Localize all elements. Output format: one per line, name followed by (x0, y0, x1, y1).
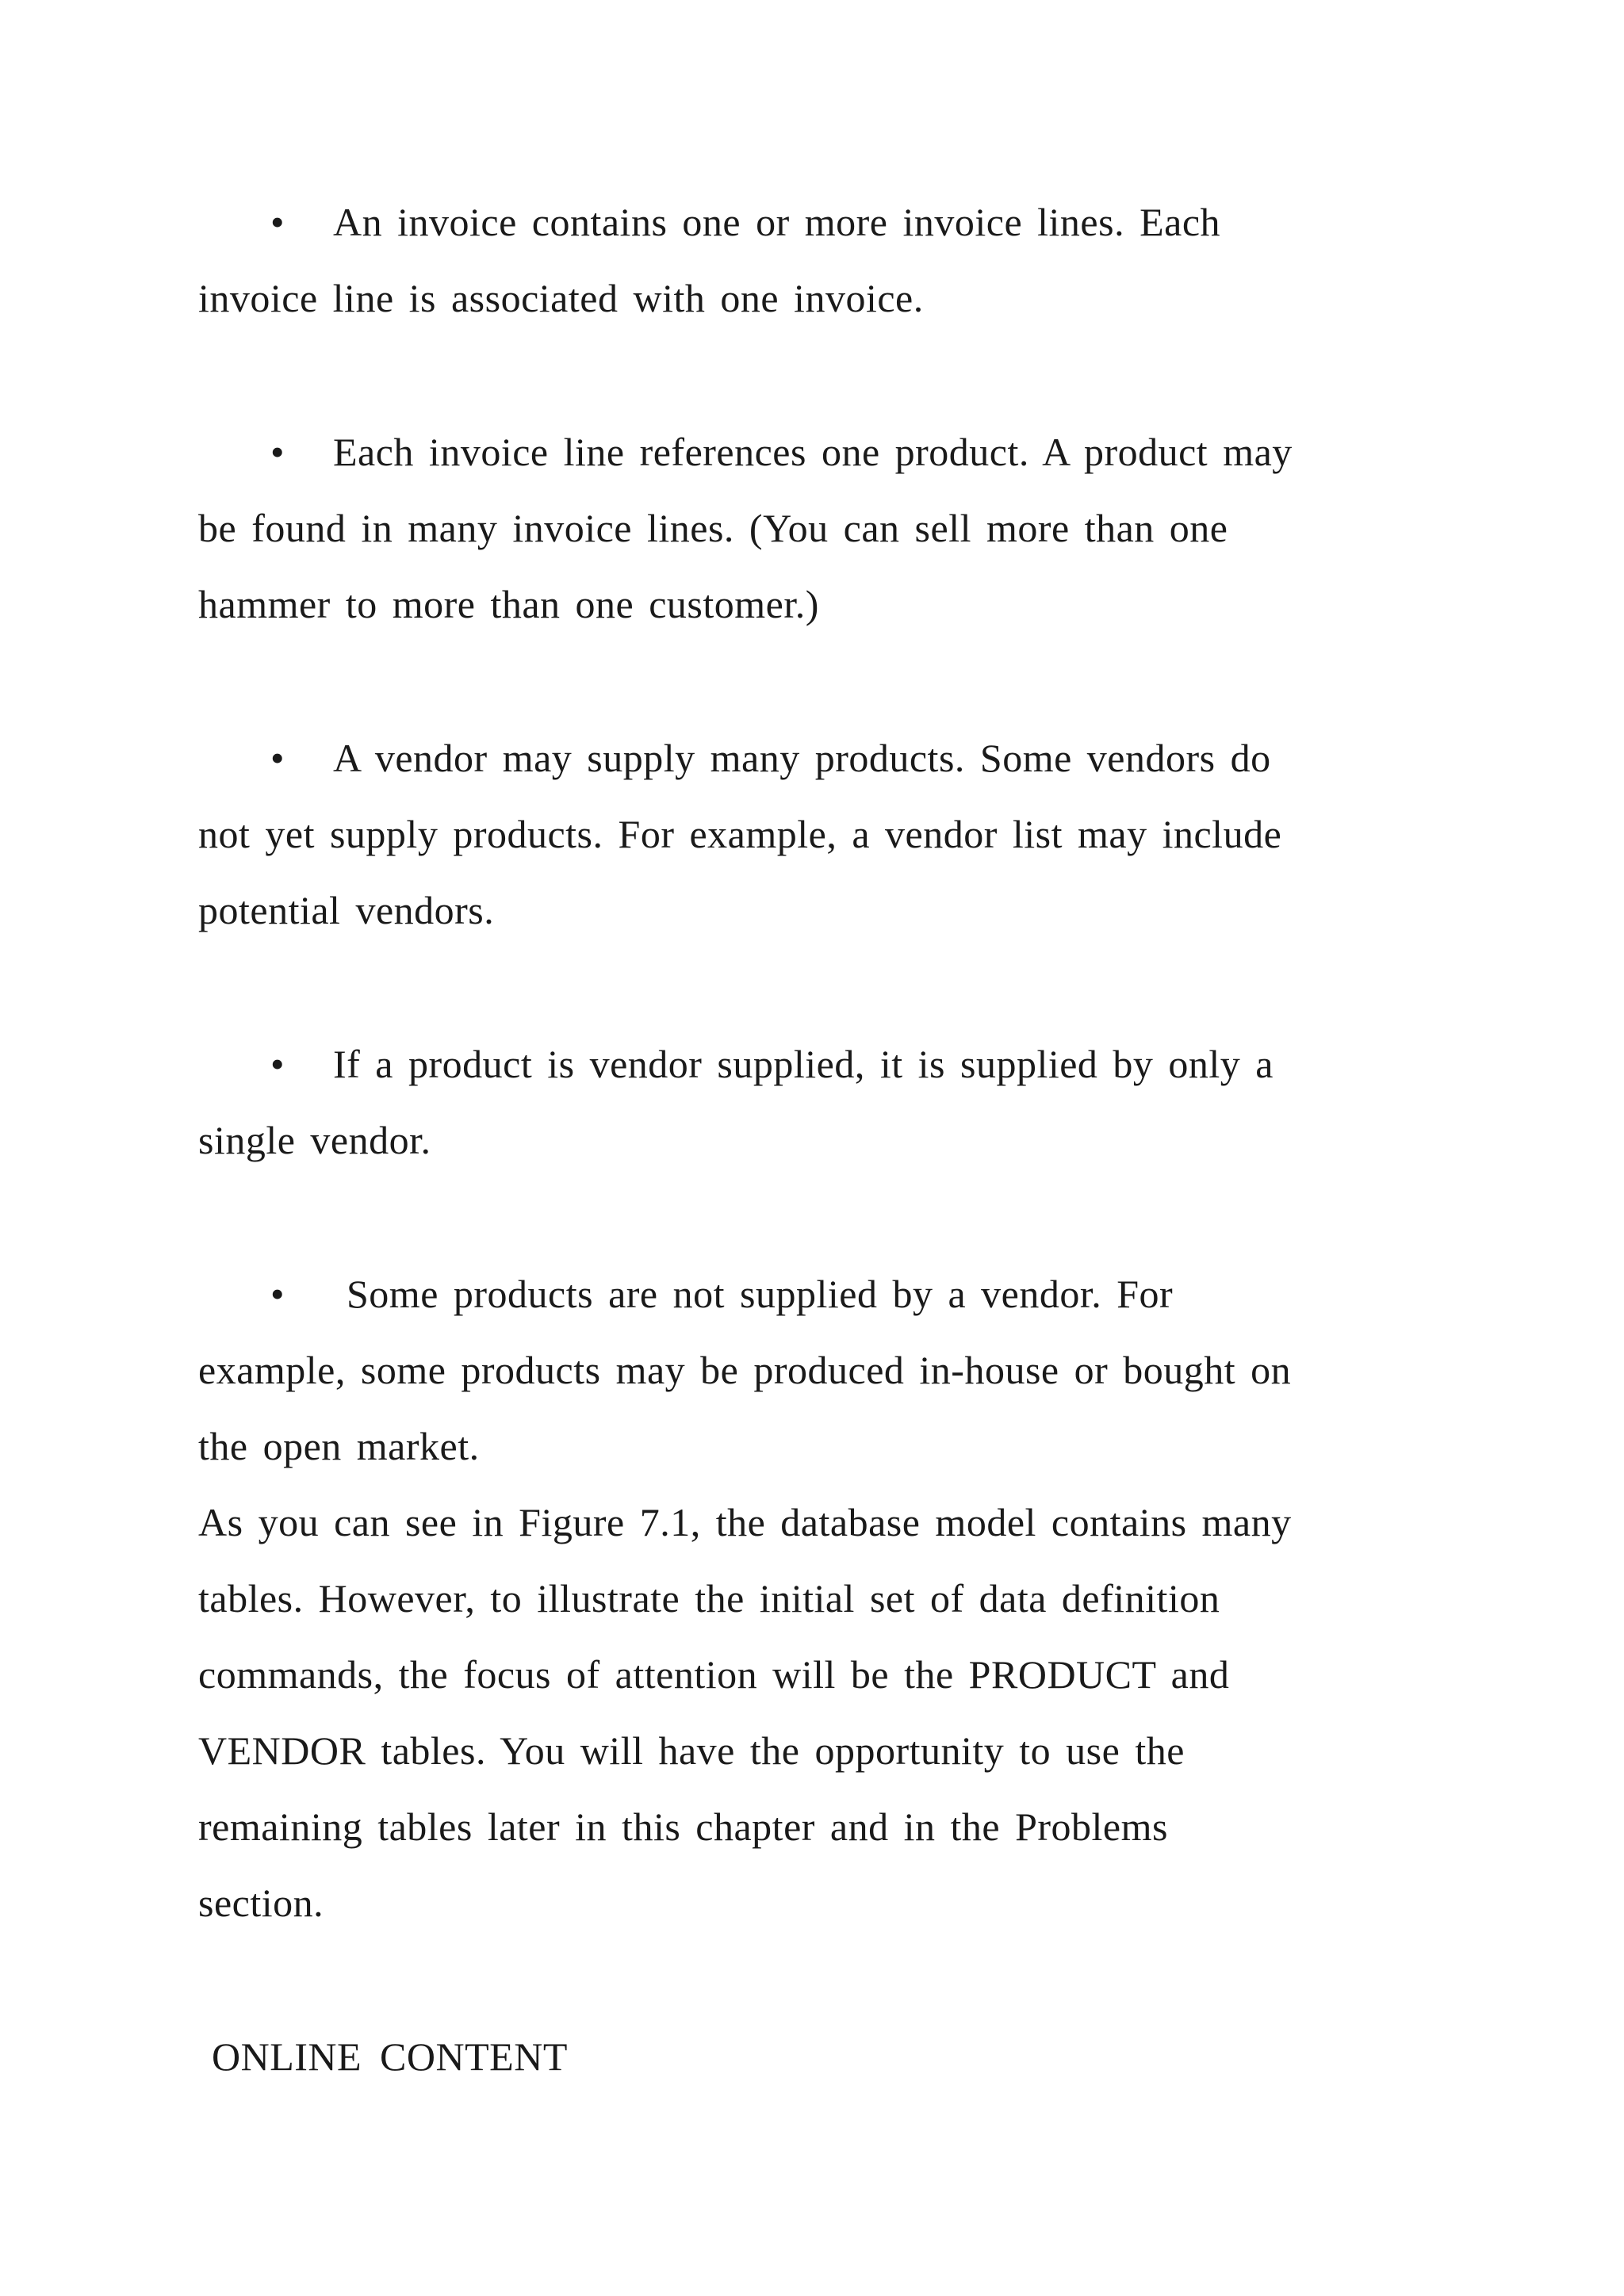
bullet-continuation: not yet supply products. For example, a vendor list may include (198, 812, 1282, 856)
bullet-marker: • (270, 1042, 285, 1086)
bullet-continuation: hammer to more than one customer.) (198, 582, 819, 626)
bullet-continuation: example, some products may be produced in-house or bought on (198, 1348, 1292, 1392)
paragraph-line: commands, the focus of attention will be the PRODUCT and (198, 1652, 1230, 1697)
bullet-text: Some products are not supplied by a vendor. For (347, 1272, 1174, 1316)
bullet-continuation: potential vendors. (198, 888, 495, 932)
paragraph-line: remaining tables later in this chapter and in the Problems (198, 1804, 1168, 1849)
bullet-continuation: invoice line is associated with one invoice. (198, 276, 924, 320)
section-heading: ONLINE CONTENT (212, 2034, 568, 2079)
bullet-continuation: be found in many invoice lines. (You can sell more than one (198, 506, 1228, 550)
paragraph-line: As you can see in Figure 7.1, the database model contains many (198, 1500, 1292, 1544)
bullet-marker: • (270, 430, 285, 474)
bullet-continuation: single vendor. (198, 1118, 431, 1162)
bullet-marker: • (270, 736, 285, 780)
paragraph-line: tables. However, to illustrate the initial set of data definition (198, 1576, 1220, 1621)
paragraph-line: VENDOR tables. You will have the opportunity to use the (198, 1728, 1185, 1773)
bullet-text: Each invoice line references one product. A product may (333, 430, 1293, 474)
bullet-text: If a product is vendor supplied, it is supplied by only a (333, 1042, 1274, 1086)
paragraph-line: section. (198, 1881, 324, 1925)
bullet-text: A vendor may supply many products. Some vendors do (333, 736, 1271, 780)
bullet-text: An invoice contains one or more invoice lines. Each (333, 200, 1221, 244)
bullet-marker: • (270, 1272, 285, 1316)
bullet-continuation: the open market. (198, 1424, 480, 1468)
bullet-marker: • (270, 200, 285, 244)
